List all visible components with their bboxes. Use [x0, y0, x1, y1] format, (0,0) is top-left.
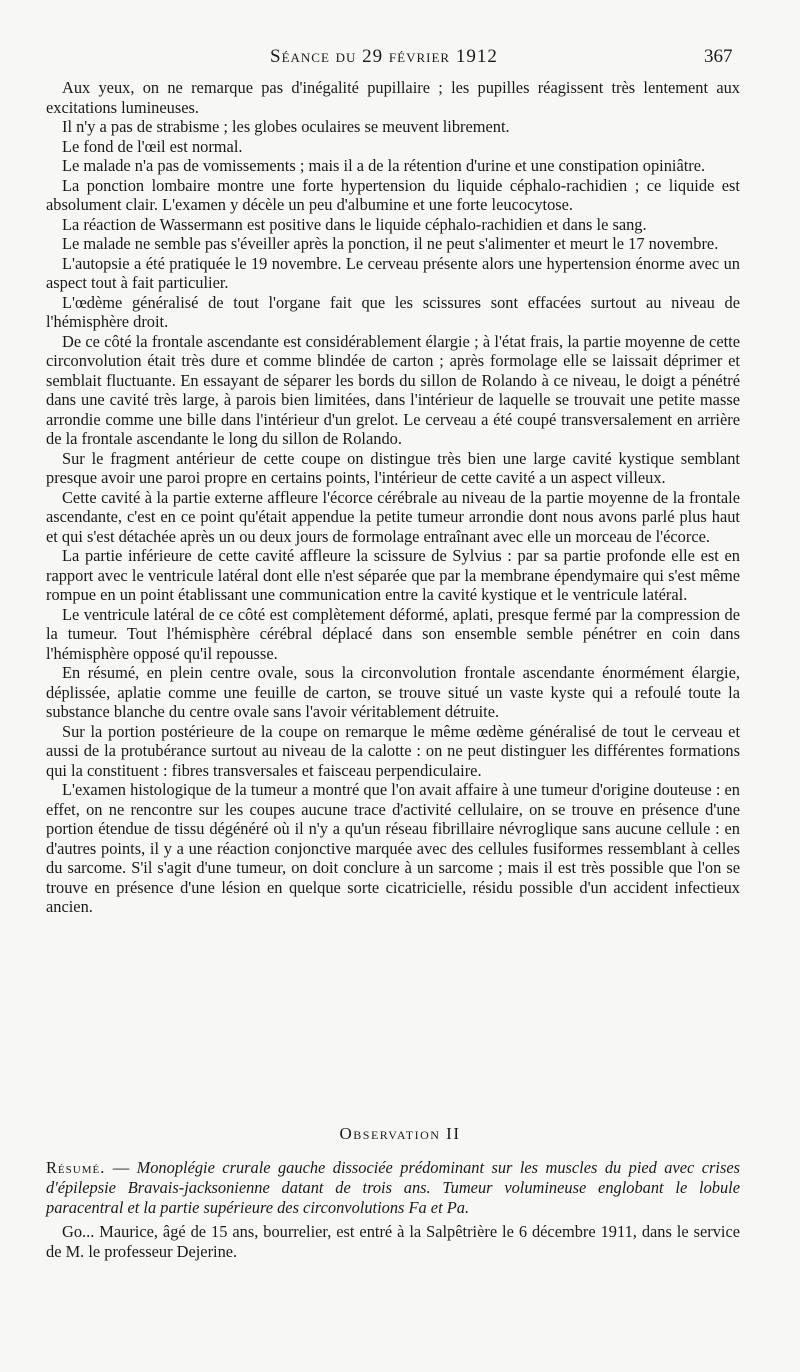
section-heading: Observation II	[339, 1124, 461, 1143]
observation-summary	[46, 1158, 740, 1218]
paragraph: Sur la portion postérieure de la coupe on remarque le même œdème généralisé de tout le cerveau et aussi de la protubérance surtout au niveau de la calotte : on ne peut distinguer les différentes formations qui la constituent : fibres transversales et faisceau perpendiculaire.	[46, 721, 740, 780]
paragraph: La réaction de Wassermann est positive dans le liquide céphalo-rachidien et dans le sang.	[62, 214, 647, 234]
paragraph: Cette cavité à la partie externe affleure l'écorce cérébrale au niveau de la partie moyenne de la frontale ascendante, c'est en ce point qu'était appendue la petite tumeur arrondie dont nous avons parlé plus haut et qui s'est détachée après un ou deux jours de formolage entraînant avec elle un morceau de l'écorce.	[46, 487, 740, 546]
paragraph: Le fond de l'œil est normal.	[62, 136, 243, 156]
paragraph: Le malade ne semble pas s'éveiller après la ponction, il ne peut s'alimenter et meurt le 17 novembre.	[62, 234, 719, 253]
paragraph: Go... Maurice, âgé de 15 ans, bourrelier, est entré à la Salpêtrière le 6 décembre 1911, dans le service de M. le professeur Dejerine.	[46, 1222, 740, 1261]
summary-text: Monoplégie crurale gauche dissociée prédominant sur les muscles du pied avec crises d'épilepsie Bravais-jacksonienne datant de trois ans. Tumeur volumineuse englobant le lobule paracentral et la partie supérieure des circonvolutions Fa et Pa.	[46, 1158, 740, 1217]
paragraph: Le ventricule latéral de ce côté est complètement déformé, aplati, presque fermé par la compression de la tumeur. Tout l'hémisphère cérébral déplacé dans son ensemble semble pénétrer en coin dans l'hémisphère opposé qu'il repousse.	[46, 604, 740, 663]
running-head	[0, 46, 800, 74]
paragraph: Sur le fragment antérieur de cette coupe on distingue très bien une large cavité kystique semblant presque avoir une paroi propre en certains points, l'intérieur de cette cavité a un aspect villeux.	[46, 448, 740, 487]
running-title: Séance du 29 février 1912	[270, 46, 498, 67]
paragraph: La ponction lombaire montre une forte hypertension du liquide céphalo-rachidien ; ce liquide est absolument clair. L'examen y décèle un peu d'albumine et une forte leucocytose.	[46, 175, 740, 214]
page-number: 367	[704, 46, 733, 67]
paragraph: L'œdème généralisé de tout l'organe fait que les scissures sont effacées surtout au niveau de l'hémisphère droit.	[46, 292, 740, 331]
paragraph: Il n'y a pas de strabisme ; les globes oculaires se meuvent librement.	[62, 117, 510, 136]
paragraph: La partie inférieure de cette cavité affleure la scissure de Sylvius : par sa partie profonde elle est en rapport avec le ventricule latéral dont elle n'est séparée que par la membrane épendymaire qui s'est même rompue en un point établissant une communication entre la cavité kystique et le ventricule latéral.	[46, 546, 740, 604]
patient-intro	[46, 1222, 740, 1262]
summary-dash: —	[105, 1158, 137, 1177]
paragraph: En résumé, en plein centre ovale, sous la circonvolution frontale ascendante énormément élargie, déplissée, aplatie comme une feuille de carton, se trouve situé un vaste kyste qui a refoulé toute la substance blanche du centre ovale sans l'avoir véritablement détruite.	[46, 663, 740, 721]
paragraph: Aux yeux, on ne remarque pas d'inégalité pupillaire ; les pupilles réagissent très lentement aux excitations lumineuses.	[46, 78, 740, 117]
paragraph: L'examen histologique de la tumeur a montré que l'on avait affaire à une tumeur d'origine douteuse : en effet, on ne rencontre sur les coupes aucune trace d'activité cellulaire, on se trouve en présence d'une portion étendue de tissu dégénéré où il n'y a qu'un réseau fibrillaire névroglique sans aucune cellule : en d'autres points, il y a une réaction conjonctive marquée avec des cellules fusiformes ressemblant à celles du sarcome. S'il s'agit d'une tumeur, on doit conclure à un sarcome ; mais il est très possible que l'on se trouve en présence d'une lésion en quelque sorte cicatricielle, résidu possible d'un accident infectieux ancien.	[46, 780, 740, 916]
body-text	[46, 78, 740, 917]
paragraph: L'autopsie a été pratiquée le 19 novembre. Le cerveau présente alors une hypertension énorme avec un aspect tout à fait particulier.	[46, 253, 740, 292]
paragraph: Le malade n'a pas de vomissements ; mais il a de la rétention d'urine et une constipation opiniâtre.	[62, 156, 706, 175]
paragraph: De ce côté la frontale ascendante est considérablement élargie ; à l'état frais, la partie moyenne de cette circonvolution était très dure et comme blindée de carton ; après formolage elle se laissait déprimer et semblait fluctuante. En essayant de séparer les bords du sillon de Rolando à ce niveau, le doigt a pénétré dans une cavité très large, à parois bien limitées, dans l'intérieur de laquelle se trouvait une petite masse arrondie comme une bille dans l'intérieur d'un grelot. Le cerveau a été coupé transversalement en arrière de la frontale ascendante le long du sillon de Rolando.	[46, 331, 740, 448]
summary-label: Résumé.	[46, 1158, 106, 1177]
